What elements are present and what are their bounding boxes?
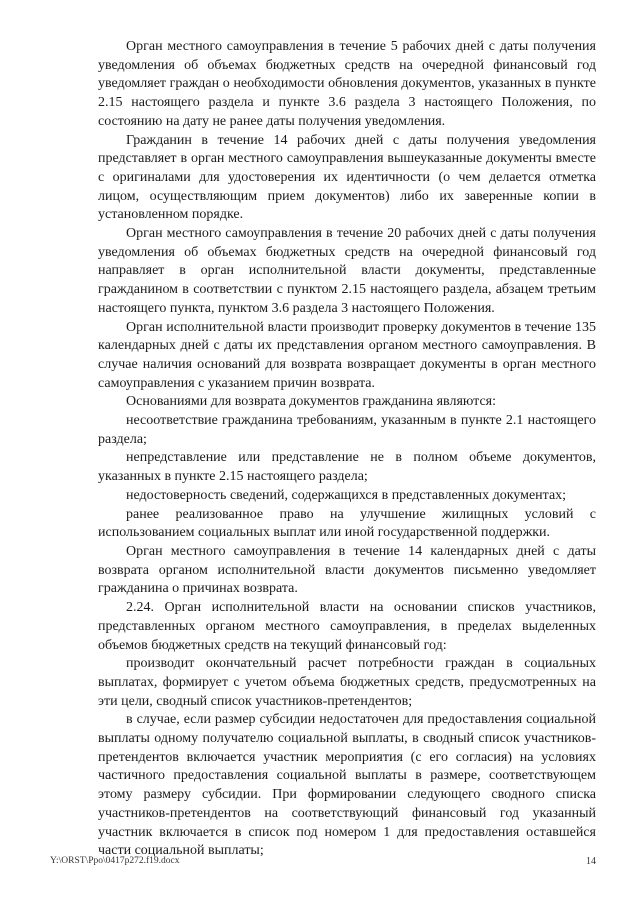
footer-page-number: 14	[586, 856, 596, 867]
document-body	[98, 38, 596, 861]
paragraph: недостоверность сведений, содержащихся в представленных документах;	[126, 487, 567, 503]
footer-file-path: Y:\ORST\Ppo\0417p272.f19.docx	[50, 856, 180, 866]
paragraph: 2.24. Орган исполнительной власти на основании списков участников, представленных органом местного самоуправления, в пределах выделенных объемов бюджетных средств на текущий финансовый год:	[98, 600, 596, 653]
paragraph: Орган исполнительной власти производит проверку документов в течение 135 календарных дней с даты их представления органом местного самоуправления. В случае наличия оснований для возврата возвращает документы в орган местного самоуправления с указанием причин возврата.	[98, 319, 596, 391]
paragraph: несоответствие гражданина требованиям, указанным в пункте 2.1 настоящего раздела;	[98, 413, 596, 447]
paragraph: Орган местного самоуправления в течение 5 рабочих дней с даты получения уведомления об объемах бюджетных средств на очередной финансовый год уведомляет граждан о необходимости обновления документов, указанных в пункте 2.15 настоящего раздела и пункте 3.6 раздела 3 настоящего Положения, по состоянию на дату не ранее даты получения уведомления.	[98, 39, 596, 129]
paragraph: ранее реализованное право на улучшение жилищных условий с использованием социальных выплат или иной государственной поддержки.	[98, 506, 596, 541]
paragraph: производит окончательный расчет потребности граждан в социальных выплатах, формирует с учетом объема бюджетных средств, предусмотренных на эти цели, сводный список участников-претендентов;	[98, 656, 596, 709]
paragraph: в случае, если размер субсидии недостаточен для предоставления социальной выплаты одному получателю социальной выплаты, в сводный список участников-претендентов включается участник мероприятия (с его согласия) на условиях частичного предоставления социальной выплаты в размере, соответствующем этому размеру субсидии. При формировании следующего сводного списка участников-претендентов на соответствующий финансовый год указанный участник включается в список под номером 1 для предоставления оставшейся части социальной выплаты;	[98, 712, 596, 859]
paragraph: Основаниями для возврата документов гражданина являются:	[126, 394, 496, 410]
paragraph: непредставление или представление не в полном объеме документов, указанных в пункте 2.15 настоящего раздела;	[98, 450, 596, 485]
paragraph: Гражданин в течение 14 рабочих дней с даты получения уведомления представляет в орган местного самоуправления вышеуказанные документы вместе с оригиналами для удостоверения их идентичности (о чем делается отметка лицом, осуществляющим прием документов) либо их заверенные копии в установленном порядке.	[98, 132, 596, 223]
paragraph: Орган местного самоуправления в течение 14 календарных дней с даты возврата органом исполнительной власти документов письменно уведомляет гражданина о причинах возврата.	[98, 543, 596, 597]
paragraph: Орган местного самоуправления в течение 20 рабочих дней с даты получения уведомления об объемах бюджетных средств на очередной финансовый год направляет в орган исполнительной власти документы, представленные гражданином в соответствии с пунктом 2.15 настоящего раздела, абзацем третьим настоящего пункта, пунктом 3.6 раздела 3 настоящего Положения.	[98, 226, 596, 316]
